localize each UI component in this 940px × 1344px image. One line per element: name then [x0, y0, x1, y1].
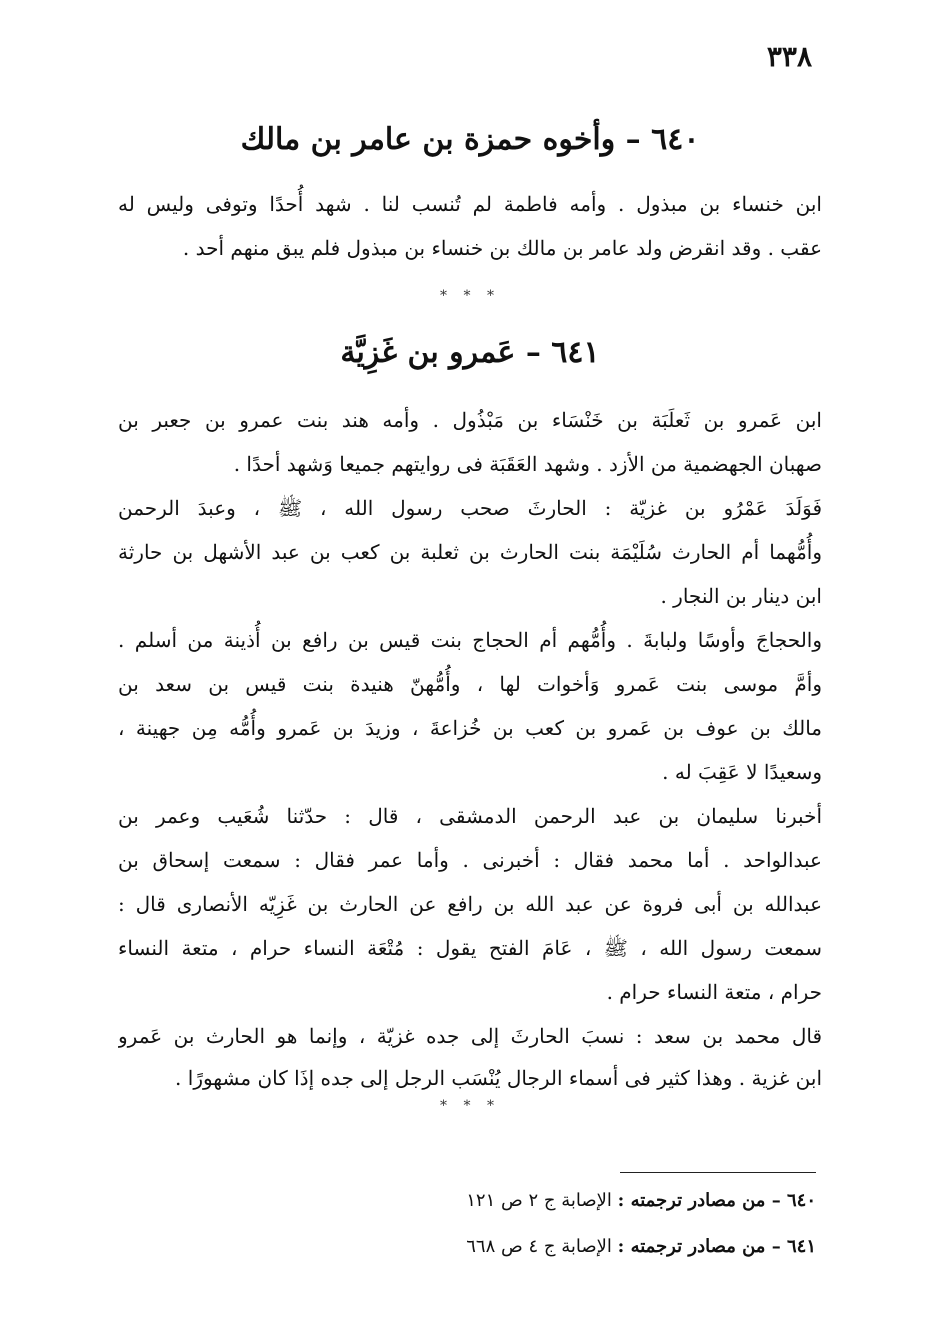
footnote-641-text: الإصابة ج ٤ ص ٦٦٨ — [466, 1236, 612, 1257]
footnote-640-label: ٦٤٠ – من مصادر ترجمته : — [617, 1190, 816, 1211]
footnote-640 — [300, 1190, 816, 1211]
entry-641-line-15: قال محمد بن سعد : نسبَ الحارثَ إلى جده غزيّة ، وإنما هو الحارث بن عَمرو — [118, 1024, 822, 1048]
entry-641-line-1: ابن عَمرو بن ثَعلَبَة بن خَنْسَاء بن مَبْذُول . وأمه هند بنت عمرو بن جعبر بن — [118, 408, 822, 432]
footnote-641 — [300, 1236, 816, 1257]
section-separator: * * * — [440, 288, 500, 304]
entry-641-line-9: وسعيدًا لا عَقِبَ له . — [662, 760, 822, 784]
entry-641-line-14: حرام ، متعة النساء حرام . — [606, 980, 822, 1004]
section-separator: * * * — [440, 1098, 500, 1114]
entry-641-line-12: عبدالله بن أبى فروة عن عبد الله بن رافع عن الحارث بن غَزِيّه الأنصارى قال : — [118, 892, 822, 916]
page-number: ٣٣٨ — [766, 40, 812, 73]
entry-640-heading: ٦٤٠ – وأخوه حمزة بن عامر بن مالك — [240, 122, 700, 157]
footnote-641-label: ٦٤١ – من مصادر ترجمته : — [617, 1236, 816, 1257]
entry-641-line-10: أخبرنا سليمان بن عبد الرحمن الدمشقى ، قال : حدّثنا شُعَيب وعمر بن — [118, 804, 822, 828]
entry-641-line-7: وأمَّ موسى بنت عَمرو وَأخوات لها ، وأُمُّهنّ هنيدة بنت قيس بن سعد بن — [118, 672, 822, 696]
entry-641-line-3: فَوَلَدَ عَمْرُو بن غزيّة : الحارثَ صحب رسول الله ، ﷺ ، وعبدَ الرحمن — [118, 496, 822, 520]
entry-641-line-11: عبدالواحد . أما محمد فقال : أخبرنى . وأما عمر فقال : سمعت إسحاق بن — [118, 848, 822, 872]
entry-641-line-4: وأُمُّهما أم الحارث سُلَيْمَة بنت الحارث بن ثعلبة بن كعب بن عبد الأشهل بن حارثة — [118, 540, 822, 564]
entry-641-line-13: سمعت رسول الله ، ﷺ ، عَامَ الفتح يقول : مُتْعَة النساء حرام ، متعة النساء — [118, 936, 822, 960]
footnote-divider — [620, 1172, 816, 1173]
entry-640-line-2: عقب . وقد انقرض ولد عامر بن مالك بن خنساء بن مبذول فلم يبق منهم أحد . — [182, 236, 822, 260]
entry-641-heading: ٦٤١ – عَمرو بن غَزِيَّة — [340, 335, 600, 370]
entry-641-line-6: والحجاجَ وأوسًا ولبابةَ . وأُمُّهم أم الحجاج بنت قيس بن رافع بن أُذينة من أسلم . — [118, 628, 822, 652]
entry-641-line-2: صهبان الجهضمية من الأزد . وشهد العَقَبَة فى روايتهم جميعا وَشهد أحدًا . — [233, 452, 822, 476]
entry-641-line-16: ابن غزية . وهذا كثير فى أسماء الرجال يُنْسَب الرجل إلى جده إذَا كان مشهورًا . — [175, 1066, 822, 1090]
entry-641-line-5: ابن دينار بن النجار . — [660, 584, 822, 608]
entry-641-line-8: مالك بن عوف بن عَمرو بن كعب بن خُزاعةَ ، وزيدَ بن عَمرو وأُمُّه مِن جهينة ، — [118, 716, 822, 740]
footnote-640-text: الإصابة ج ٢ ص ١٢١ — [466, 1190, 612, 1211]
entry-640-line-1: ابن خنساء بن مبذول . وأمه فاطمة لم تُنسب لنا . شهد أُحدًا وتوفى وليس له — [118, 192, 822, 216]
